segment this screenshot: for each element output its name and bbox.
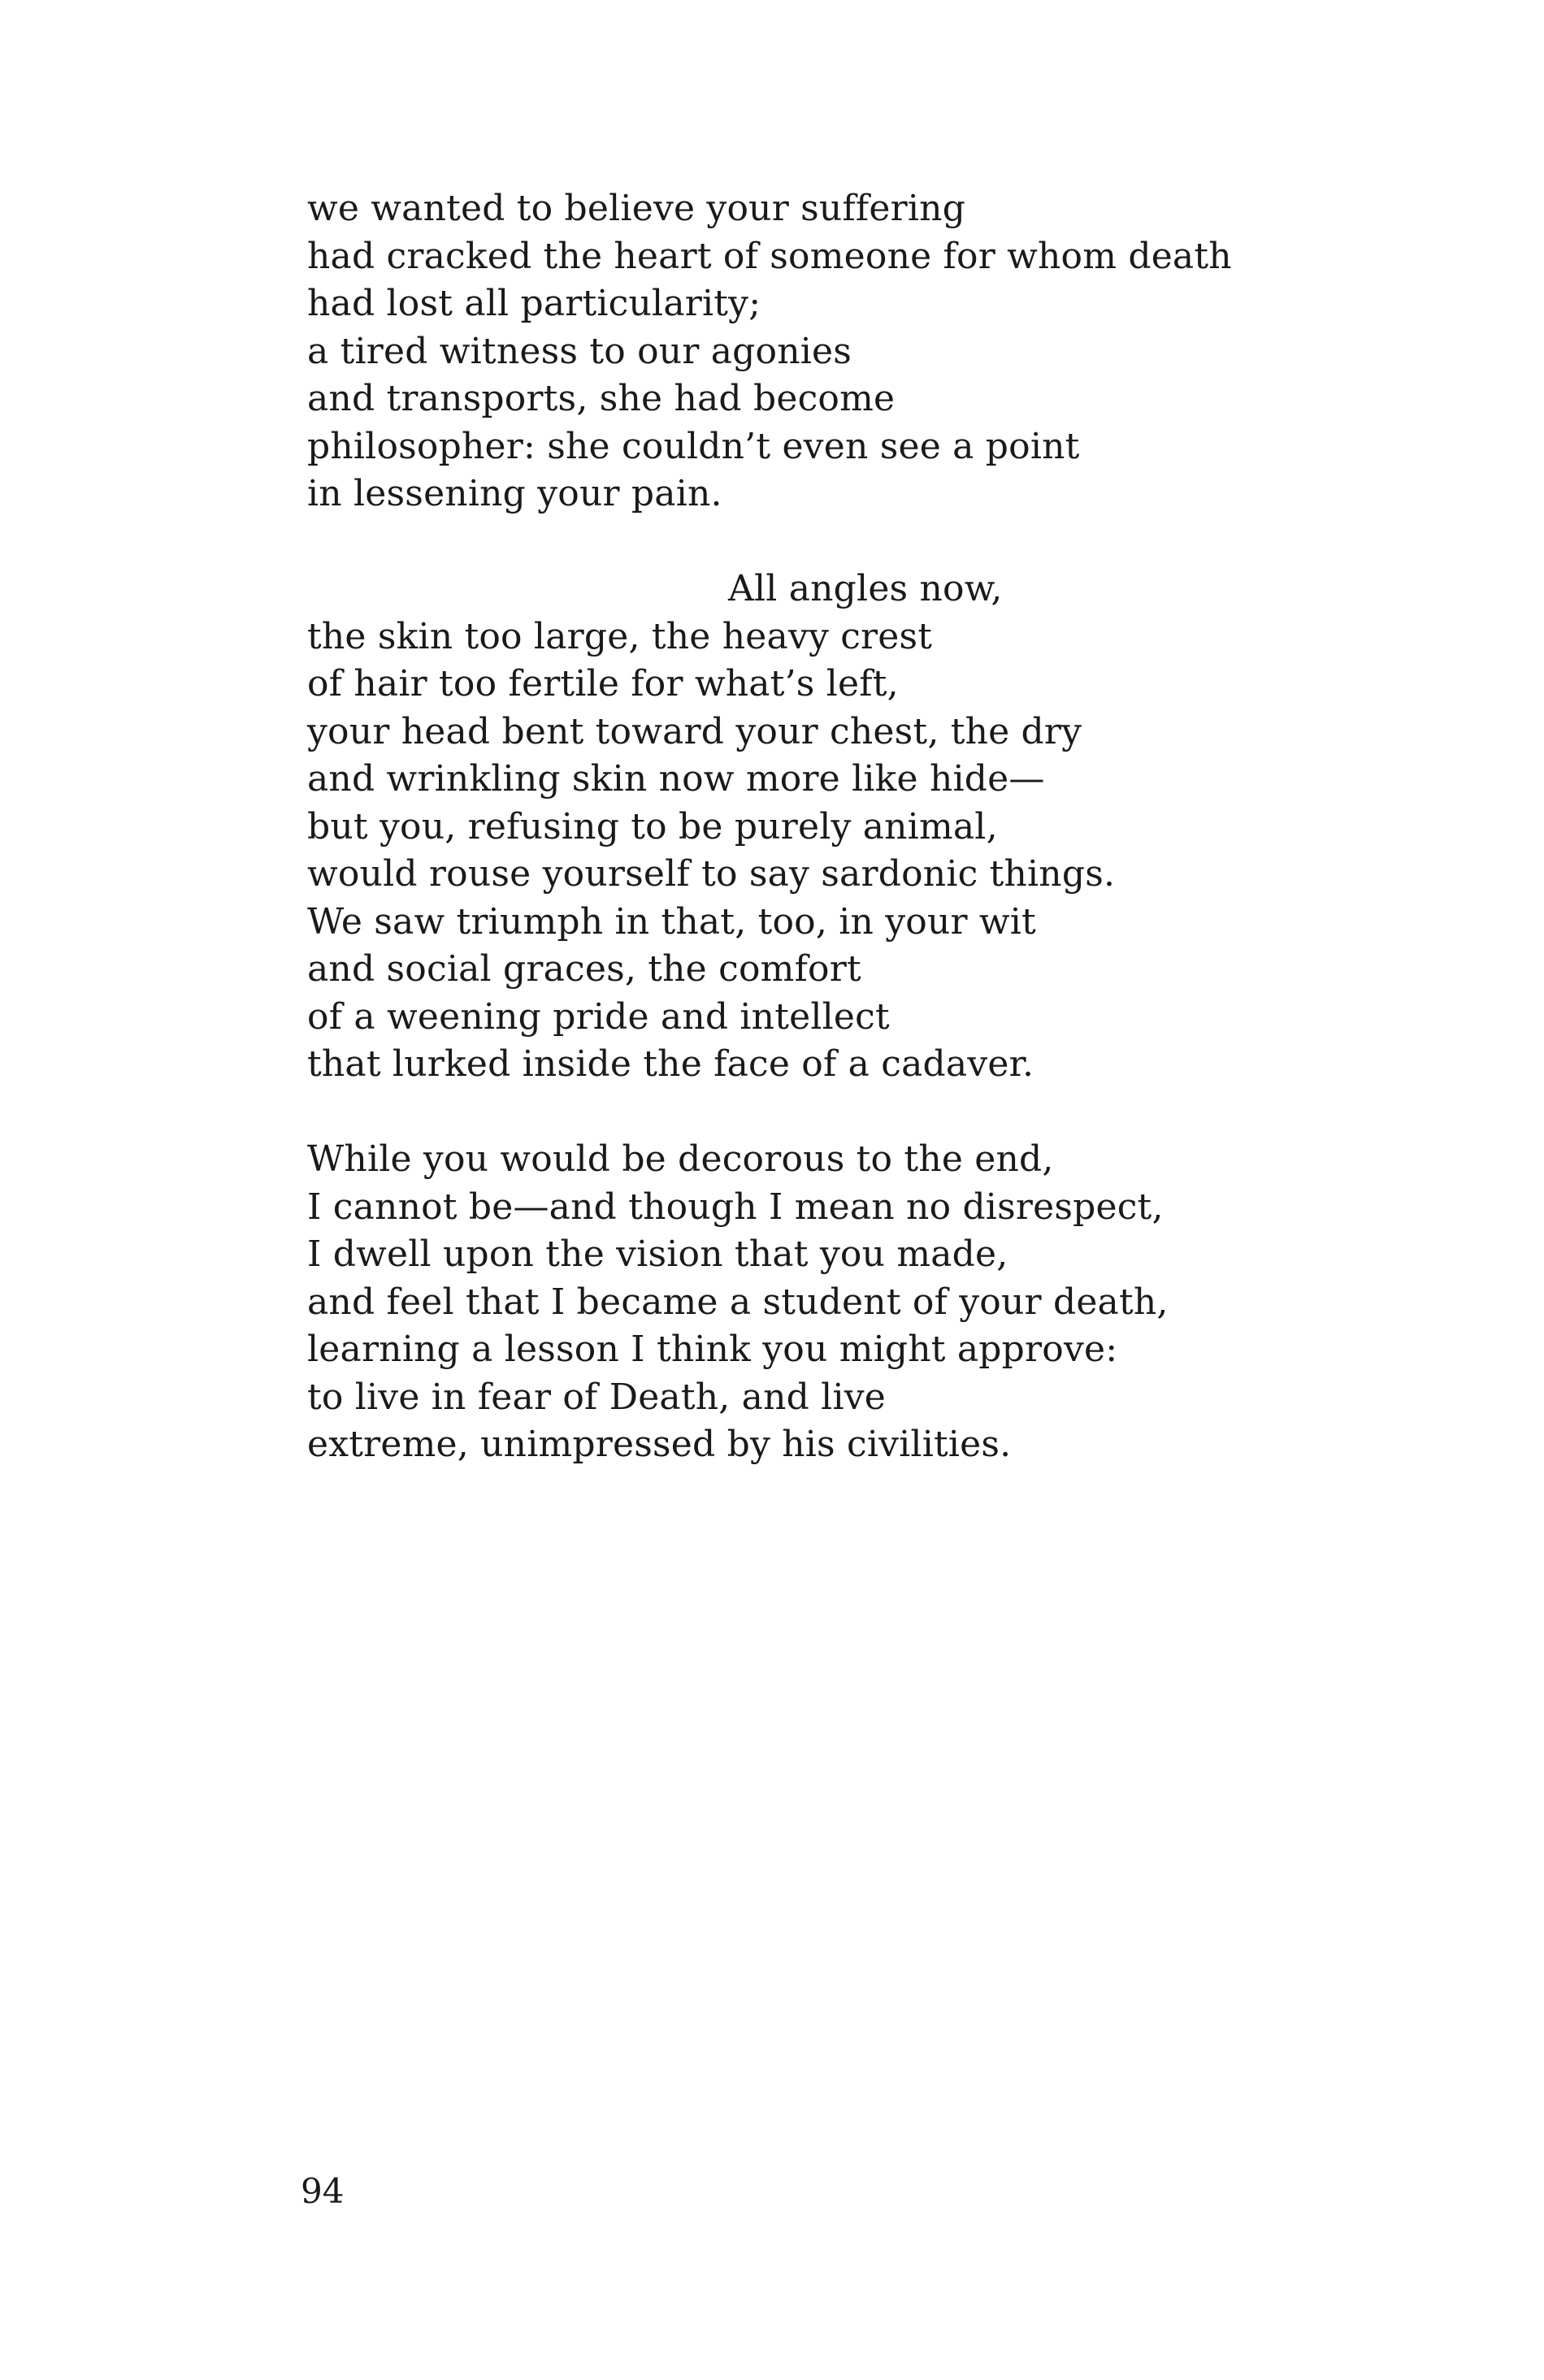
poem-line: and transports, she had become <box>307 378 896 419</box>
poem-line: of a weening pride and intellect <box>307 995 890 1038</box>
poem-line: the skin too large, the heavy crest <box>307 615 933 657</box>
poem-line: and feel that I became a student of your death, <box>307 1281 1169 1323</box>
poem-line: a tired witness to our agonies <box>307 330 852 372</box>
stanza-break <box>307 1089 1282 1137</box>
stanza-3 <box>307 1136 1282 1469</box>
poem-line: your head bent toward your chest, the dry <box>307 710 1082 752</box>
poem-line: and social graces, the comfort <box>307 948 861 990</box>
poem-line: learning a lesson I think you might approve: <box>307 1329 1118 1370</box>
poem-line: philosopher: she couldn’t even see a point <box>307 425 1080 467</box>
poem-line: that lurked inside the face of a cadaver. <box>307 1043 1034 1085</box>
stanza-break <box>307 518 1282 566</box>
poem-line: had lost all particularity; <box>307 283 761 324</box>
poem-line: we wanted to believe your suffering <box>307 188 966 229</box>
poem-line: I cannot be—and though I mean no disrespect, <box>307 1186 1164 1228</box>
poem-line: We saw triumph in that, too, in your wit <box>307 900 1036 943</box>
poem-body <box>307 185 1282 1469</box>
poem-line-indented: All angles now, <box>728 568 1003 609</box>
poem-line: to live in fear of Death, and live <box>307 1376 887 1418</box>
stanza-1 <box>307 185 1282 518</box>
poem-line: and wrinkling skin now more like hide— <box>307 758 1045 800</box>
poem-line: extreme, unimpressed by his civilities. <box>307 1424 1012 1465</box>
poem-line: but you, refusing to be purely animal, <box>307 805 998 848</box>
poem-line: I dwell upon the vision that you made, <box>307 1233 1008 1275</box>
poem-line: would rouse yourself to say sardonic things. <box>307 853 1116 895</box>
poem-line: of hair too fertile for what’s left, <box>307 663 899 704</box>
poem-line: While you would be decorous to the end, <box>307 1138 1054 1180</box>
poem-line: had cracked the heart of someone for whom death <box>307 235 1232 277</box>
poem-line: in lessening your pain. <box>307 473 722 514</box>
stanza-2 <box>307 566 1282 1089</box>
page-number: 94 <box>301 2171 345 2211</box>
